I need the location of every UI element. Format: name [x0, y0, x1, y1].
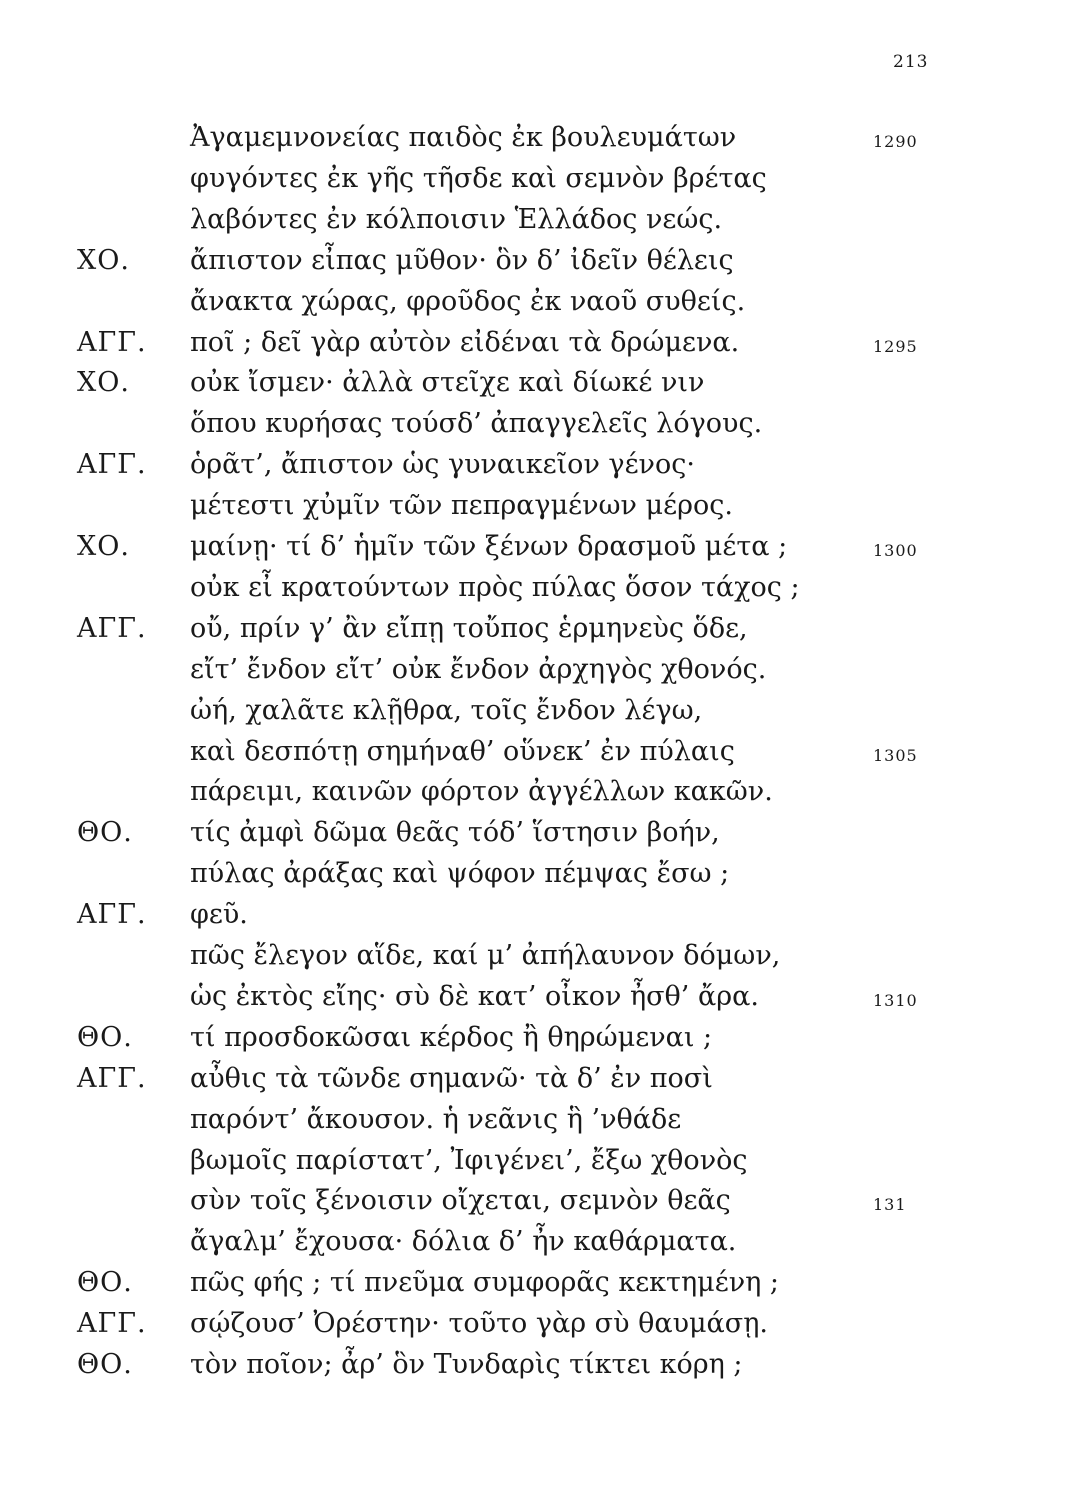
verse-text: οὔ, πρίν γ’ ἂν εἴπῃ τοὔπος ἑρμηνεὺς ὅδε, [190, 612, 748, 644]
verse-line [0, 408, 1090, 448]
line-number: 1305 [873, 745, 918, 765]
verse-text: Ἀγαμεμνονείας παιδὸς ἐκ βουλευμάτων [190, 122, 737, 153]
speaker-label: ΑΓΓ. [77, 1308, 147, 1340]
speaker-label: ΘΟ. [77, 1349, 133, 1380]
verse-line [0, 122, 1090, 162]
verse-text: αὖθις τὰ τῶνδε σημανῶ· τὰ δ’ ἐν ποσὶ [190, 1062, 713, 1094]
verse-line [0, 490, 1090, 530]
verse-text: ὅπου κυρήσας τούσδ’ ἀπαγγελεῖς λόγους. [190, 408, 763, 440]
verse-text: πάρειμι, καινῶν φόρτον ἀγγέλλων κακῶν. [190, 776, 773, 808]
verse-line [0, 367, 1090, 407]
verse-text: ποῖ ; δεῖ γὰρ αὐτὸν εἰδέναι τὰ δρώμενα. [190, 326, 740, 358]
speaker-label: ΘΟ. [77, 817, 133, 849]
verse-text: ἄνακτα χώρας, φροῦδος ἐκ ναοῦ συθείς. [190, 285, 746, 317]
verse-line [0, 163, 1090, 203]
line-number: 1300 [873, 541, 918, 560]
verse-line [0, 204, 1090, 244]
verse-line [0, 776, 1090, 816]
verse-text: εἴτ’ ἔνδον εἴτ’ οὐκ ἔνδον ἀρχηγὸς χθονός. [190, 653, 767, 685]
verse-line [0, 1104, 1090, 1144]
line-number: 131 [873, 1195, 907, 1215]
speaker-label: ΑΓΓ. [77, 326, 147, 358]
verse-text: τί προσδοκῶσαι κέρδος ἢ θηρώμεναι ; [190, 1021, 713, 1053]
verse-text: ἄπιστον εἶπας μῦθον· ὃν δ’ ἰδεῖν θέλεις [190, 244, 734, 276]
verse-text: ὠή, χαλᾶτε κλῇθρα, τοῖς ἔνδον λέγω, [190, 694, 703, 726]
verse-text: οὐκ εἶ κρατούντων πρὸς πύλας ὅσον τάχος ; [190, 571, 800, 603]
verse-text: σὺν τοῖς ξένοισιν οἴχεται, σεμνὸν θεᾶς [190, 1185, 731, 1217]
verse-line [0, 654, 1090, 694]
verse-line [0, 1185, 1090, 1225]
verse-line [0, 1145, 1090, 1185]
speaker-label: ΑΓΓ. [77, 899, 147, 931]
verse-line [0, 449, 1090, 489]
speaker-label: ΧΟ. [77, 244, 130, 276]
verse-line [0, 981, 1090, 1021]
verse-text: μέτεστι χὐμῖν τῶν πεπραγμένων μέρος. [190, 490, 733, 522]
line-number: 1290 [873, 132, 918, 151]
verse-text: ὡς ἐκτὸς εἴης· σὺ δὲ κατ’ οἶκον ἦσθ’ ἄρα. [190, 980, 759, 1012]
verse-text: σῴζουσ’ Ὀρέστην· τοῦτο γὰρ σὺ θαυμάσῃ. [190, 1308, 768, 1340]
verse-line [0, 286, 1090, 326]
page-number: 213 [893, 52, 929, 72]
verse-line [0, 736, 1090, 776]
verse-text: πῶς φής ; τί πνεῦμα συμφορᾶς κεκτημένη ; [190, 1267, 779, 1299]
verse-line [0, 572, 1090, 612]
verse-line [0, 1267, 1090, 1307]
speaker-label: ΧΟ. [77, 367, 130, 399]
verse-line [0, 817, 1090, 857]
verse-line [0, 695, 1090, 735]
verse-line [0, 1349, 1090, 1389]
verse-line [0, 940, 1090, 980]
verse-text: ἄγαλμ’ ἔχουσα· δόλια δ’ ἦν καθάρματα. [190, 1226, 737, 1258]
verse-line [0, 1226, 1090, 1266]
line-number: 1295 [873, 336, 918, 356]
speaker-label: ΘΟ. [77, 1267, 133, 1299]
verse-text: λαβόντες ἐν κόλποισιν Ἑλλάδος νεώς. [190, 203, 723, 235]
verse-text: τίς ἀμφὶ δῶμα θεᾶς τόδ’ ἵστησιν βοήν, [190, 817, 720, 849]
verse-line [0, 613, 1090, 653]
verse-line [0, 1308, 1090, 1348]
verse-text: παρόντ’ ἄκουσον. ἡ νεᾶνις ἣ ’νθάδε [190, 1103, 682, 1135]
verse-text: πῶς ἔλεγον αἵδε, καί μ’ ἀπήλαυνον δόμων, [190, 940, 781, 971]
speaker-label: ΘΟ. [77, 1021, 133, 1053]
verse-line [0, 858, 1090, 898]
verse-line [0, 531, 1090, 571]
verse-text: οὐκ ἴσμεν· ἀλλὰ στεῖχε καὶ δίωκέ νιν [190, 367, 705, 399]
verse-text: μαίνῃ· τί δ’ ἡμῖν τῶν ξένων δρασμοῦ μέτα ; [190, 531, 788, 562]
speaker-label: ΧΟ. [77, 531, 130, 562]
verse-text: βωμοῖς παρίστατ’, Ἰφιγένει’, ἔξω χθονὸς [190, 1144, 748, 1176]
verse-text: φεῦ. [190, 899, 248, 931]
verse-text: τὸν ποῖον; ἆρ’ ὃν Τυνδαρὶς τίκτει κόρη ; [190, 1349, 743, 1380]
verse-line [0, 899, 1090, 939]
verse-line [0, 245, 1090, 285]
speaker-label: ΑΓΓ. [77, 1062, 147, 1094]
speaker-label: ΑΓΓ. [77, 612, 147, 644]
speaker-label: ΑΓΓ. [77, 449, 147, 481]
verse-line [0, 1063, 1090, 1103]
verse-text: ὁρᾶτ’, ἄπιστον ὡς γυναικεῖον γένος· [190, 449, 695, 481]
verse-text: καὶ δεσπότῃ σημήναθ’ οὕνεκ’ ἐν πύλαις [190, 735, 735, 767]
verse-text: φυγόντες ἐκ γῆς τῆσδε καὶ σεμνὸν βρέτας [190, 162, 767, 194]
verse-line [0, 1022, 1090, 1062]
verse-text: πύλας ἀράξας καὶ ψόφον πέμψας ἔσω ; [190, 858, 730, 890]
line-number: 1310 [873, 990, 918, 1010]
verse-line [0, 327, 1090, 367]
